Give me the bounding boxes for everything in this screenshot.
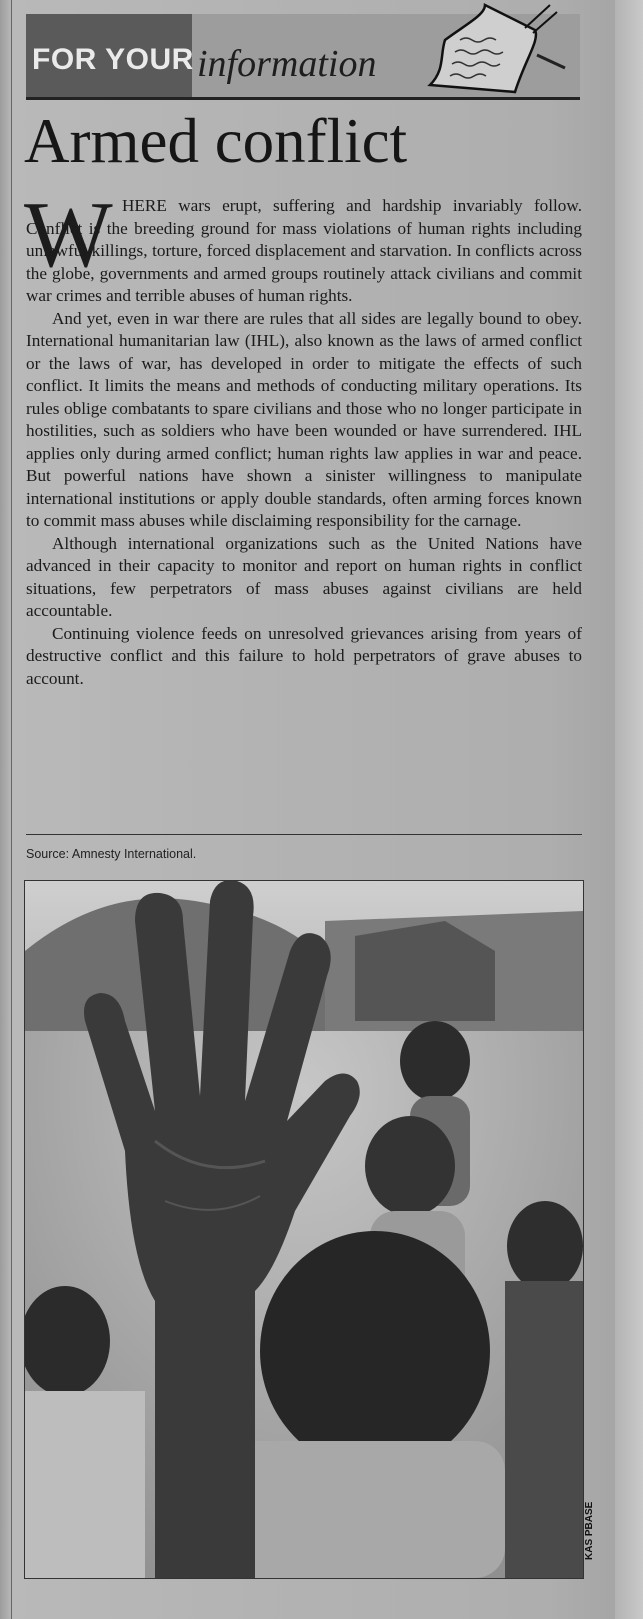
drop-cap: W [24,183,113,287]
paragraph-4: Continuing violence feeds on unresolved grievances arising from years of destructive conflict and this failure to hold perpetrators of grave abuses to account. [26,623,582,688]
page-edge [615,0,643,1619]
notepad-pencil-icon [425,0,580,100]
paragraph-2: And yet, even in war there are rules that all sides are legally bound to obey. International humanitarian law (IHL), also known as the laws of armed conflict or the laws of war, has developed in order to mitigate the effects of such conflict. It limits the means and methods of conducting military operations. Its rules oblige combatants to spare civilians and those who no longer participate in hostilities, such as soldiers who have been wounded or have surrendered. IHL applies only during armed conflict; human rights law applies in war and peace. But powerful nations have shown a sinister willingness to manipulate international institutions or apply double standards, often arming forces known to commit mass abuses while disclaiming responsibility for the carnage. [26,308,582,530]
paragraph-3: Although international organizations such as the United Nations have advanced in their capacity to monitor and report on human rights in conflict situations, few perpetrators of mass abuses against civilians are held accountable. [26,533,582,620]
source-credit: Source: Amnesty International. [26,847,197,861]
headline: Armed conflict [24,106,408,176]
banner-italic-word: information [197,43,377,85]
banner-label: FOR YOUR [32,43,194,76]
column-rule [11,0,12,1619]
news-photo [24,880,584,1579]
children-raised-hand-photo [25,881,583,1578]
article-end-rule [26,834,582,835]
paragraph-1-text: HERE wars erupt, suffering and hardship invariably follow. Conflict is the breeding ground for mass violations of human rights including unlawful killings, torture, forced displacement and starvation. In conflicts across the globe, governments and armed groups routinely attack civilians and commit war crimes and terrible abuses of human rights. [26,196,582,305]
article-body [26,195,582,690]
photo-credit: KAS PBASE [584,1501,595,1560]
paragraph-1 [26,195,582,308]
